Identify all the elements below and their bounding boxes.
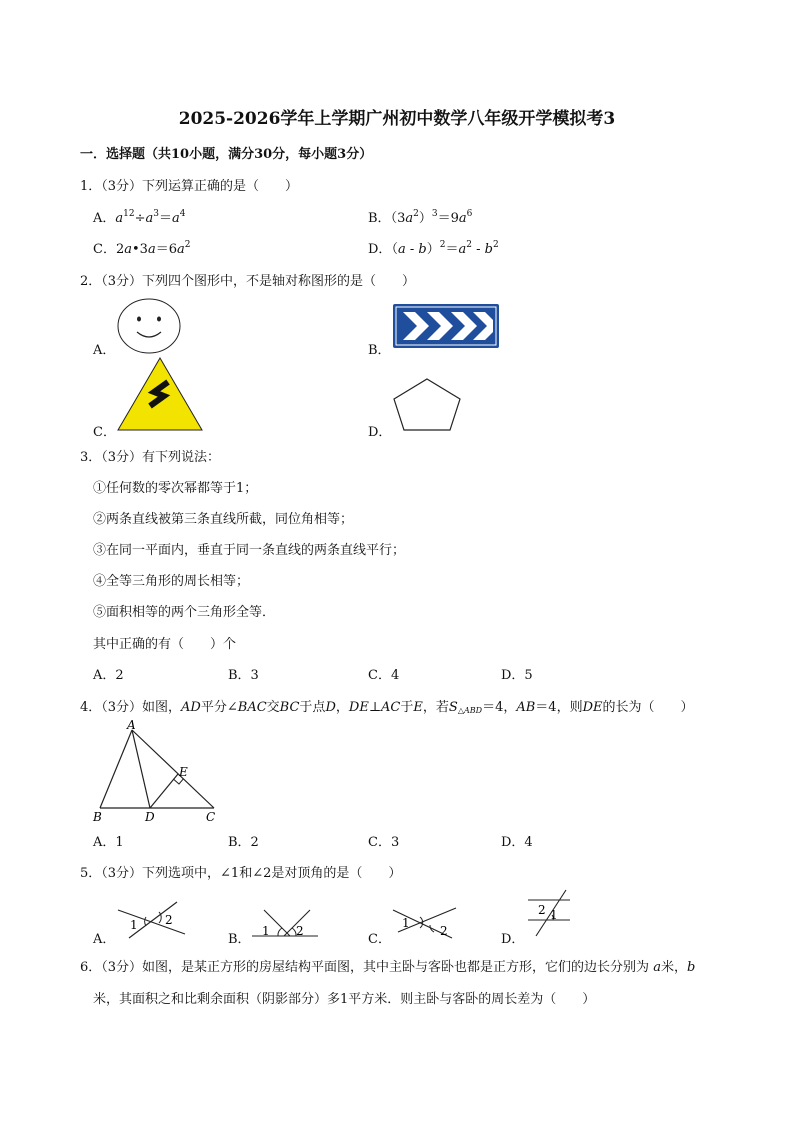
q5-b-angle1: 1 <box>262 924 270 938</box>
q3-option-d: D．5 <box>501 668 533 683</box>
q2-stem: 2．（3分）下列四个图形中，不是轴对称图形的是（ ） <box>80 274 416 289</box>
q6-var-a: a <box>653 960 661 975</box>
q6-var-b: b <box>686 960 696 975</box>
q2-option-d-label: D． <box>368 425 392 440</box>
q3-question: 其中正确的有（ ）个 <box>93 637 237 652</box>
q5-b-angle2: 2 <box>296 924 304 938</box>
q5-option-c-label: C． <box>368 932 391 947</box>
q1-option-b: B．$(3a^2)^3=9a^6$ <box>368 209 473 226</box>
q2-option-b-label: B． <box>368 343 391 358</box>
q2-option-a-label: A． <box>93 343 116 358</box>
q4-stem-prefix: 4．（3分）如图， <box>80 700 182 715</box>
q4-option-d: D．4 <box>501 835 533 850</box>
q1-stem: 1．（3分）下列运算正确的是（ ） <box>80 179 299 194</box>
point-d-label: D <box>145 810 155 824</box>
q6-line-1 <box>80 956 695 975</box>
q3-statement-3: ③在同一平面内，垂直于同一条直线的两条直线平行； <box>93 543 406 558</box>
q4-stem: 4．（3分）如图，AD平分∠BAC交BC于点D，DE⊥AC于E，若$S_{\triangle ABD}=4$，AB＝4，则DE的长为（ ） <box>80 700 694 715</box>
q3-option-a: A．2 <box>93 668 124 683</box>
q6-line1-mid: 米， <box>660 960 687 975</box>
q3-statement-1: ①任何数的零次幂都等于1； <box>93 481 258 496</box>
q5-figure-b <box>250 906 322 940</box>
q5-option-b-label: B． <box>228 932 251 947</box>
q1-option-c: C．$2a•3a=6a^2$ <box>93 240 191 257</box>
q1-option-a: A．$a^{12}\div a^3=a^4$ <box>93 209 186 226</box>
q3-option-c: C．4 <box>368 668 400 683</box>
section-heading: 一．选择题（共10小题，满分30分，每小题3分） <box>80 147 373 162</box>
chevron-sign-figure <box>393 304 499 348</box>
q4-option-b: B．2 <box>228 835 259 850</box>
q3-statement-2: ②两条直线被第三条直线所截，同位角相等； <box>93 512 354 527</box>
q5-option-a-label: A． <box>93 932 116 947</box>
q5-figure-d <box>524 888 572 940</box>
page-title: 2025-2026学年上学期广州初中数学八年级开学模拟考3 <box>178 109 616 129</box>
q3-option-b: B．3 <box>228 668 259 683</box>
q6-line-2: 米，其面积之和比剩余面积（阴影部分）多1平方米．则主卧与客卧的周长差为（ ） <box>93 992 596 1007</box>
q1-d-label: D． <box>368 242 392 257</box>
triangle-abc-figure <box>90 718 224 824</box>
q5-c-angle2: 2 <box>440 924 448 938</box>
q3-stem: 3．（3分）有下列说法： <box>80 450 221 465</box>
pentagon-figure <box>390 377 464 433</box>
q5-option-d-label: D． <box>501 932 525 947</box>
q4-option-c: C．3 <box>368 835 400 850</box>
q1-a-label: A． <box>93 211 116 226</box>
point-c-label: C <box>206 810 216 824</box>
q1-c-label: C． <box>93 242 116 257</box>
q4-option-a: A．1 <box>93 835 124 850</box>
q1-option-d: D．$(a - b)^2=a^2 - b^2$ <box>368 240 499 257</box>
point-b-label: B <box>93 810 102 824</box>
q5-figure-a <box>115 898 187 940</box>
q3-statement-4: ④全等三角形的周长相等； <box>93 574 250 589</box>
q5-d-angle1: 1 <box>550 908 558 922</box>
q3-statement-5: ⑤面积相等的两个三角形全等． <box>93 605 276 620</box>
q5-figure-c <box>390 902 462 940</box>
point-a-label: A <box>127 718 136 732</box>
warning-sign-figure <box>116 356 204 432</box>
q5-d-angle2: 2 <box>538 903 546 917</box>
q1-b-label: B． <box>368 211 391 226</box>
q5-c-angle1: 1 <box>402 916 410 930</box>
q5-stem: 5．（3分）下列选项中，∠1和∠2是对顶角的是（ ） <box>80 866 402 881</box>
q5-a-angle2: 2 <box>165 913 173 927</box>
smiley-face-figure <box>116 297 182 355</box>
q5-a-angle1: 1 <box>130 918 138 932</box>
q2-option-c-label: C． <box>93 425 116 440</box>
point-e-label: E <box>179 765 188 779</box>
q6-line1-text: 6．（3分）如图，是某正方形的房屋结构平面图，其中主卧与客卧也都是正方形，它们的边长分别为 <box>80 960 650 975</box>
